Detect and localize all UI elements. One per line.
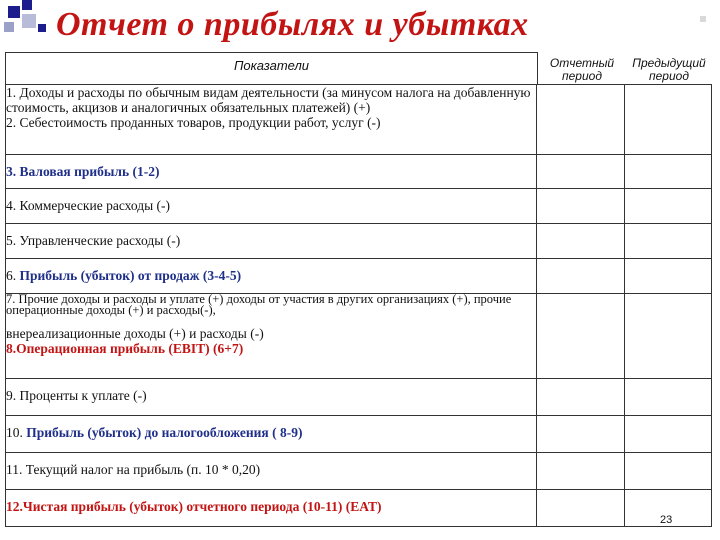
row-10-label bbox=[6, 416, 537, 453]
row-2-text: 2. Себестоимость проданных товаров, продукции работ, услуг (-) bbox=[6, 115, 381, 130]
page-title: Отчет о прибылях и убытках bbox=[56, 6, 529, 43]
table-row bbox=[6, 189, 712, 224]
row-1-previous[interactable] bbox=[625, 85, 712, 155]
table-row bbox=[6, 490, 712, 527]
row-7-current[interactable] bbox=[537, 294, 625, 379]
row-9-label: 9. Проценты к уплате (-) bbox=[6, 379, 537, 416]
row-6-current[interactable] bbox=[537, 259, 625, 294]
row-7-text-cont: внереализационные доходы (+) и расходы (-) bbox=[6, 326, 264, 341]
table-row bbox=[6, 453, 712, 490]
row-9-current[interactable] bbox=[537, 379, 625, 416]
row-1-text: 1. Доходы и расходы по обычным видам деятельности (за минусом налога на добавленную стоимость, акцизов и аналогичных обязательных платежей) (+) bbox=[6, 85, 531, 115]
row-3-label bbox=[6, 155, 537, 189]
row-6-previous[interactable] bbox=[625, 259, 712, 294]
row-6-label bbox=[6, 259, 537, 294]
row-1-2-label bbox=[6, 85, 537, 155]
column-previous-line1: Предыдущий bbox=[632, 56, 706, 70]
row-10-current[interactable] bbox=[537, 416, 625, 453]
row-3-prefix: 3. bbox=[6, 164, 17, 179]
row-7-previous[interactable] bbox=[625, 294, 712, 379]
row-6-prefix: 6. bbox=[6, 268, 17, 283]
table-row bbox=[6, 416, 712, 453]
row-3-text: Валовая прибыль (1-2) bbox=[19, 164, 160, 179]
table-row bbox=[6, 294, 712, 379]
row-10-prefix: 10. bbox=[6, 425, 23, 440]
row-7-text: 7. Прочие доходы и расходы и уплате (+) доходы от участия в других организациях (+), прочие операционные доходы (+) и расходы(-), bbox=[6, 293, 512, 317]
row-11-previous[interactable] bbox=[625, 453, 712, 490]
row-11-label: 11. Текущий налог на прибыль (п. 10 * 0,20) bbox=[6, 453, 537, 490]
row-9-previous[interactable] bbox=[625, 379, 712, 416]
row-3-previous[interactable] bbox=[625, 155, 712, 189]
row-12-label: 12.Чистая прибыль (убыток) отчетного периода (10-11) (EAT) bbox=[6, 490, 537, 527]
table-row bbox=[6, 85, 712, 155]
page-number: 23 bbox=[660, 514, 673, 526]
row-3-current[interactable] bbox=[537, 155, 625, 189]
indicators-header bbox=[5, 52, 538, 85]
table-row bbox=[6, 155, 712, 189]
row-10-previous[interactable] bbox=[625, 416, 712, 453]
row-11-current[interactable] bbox=[537, 453, 625, 490]
row-12-current[interactable] bbox=[537, 490, 625, 527]
table-row bbox=[6, 379, 712, 416]
row-8-text: 8.Операционная прибыль (EBIT) (6+7) bbox=[6, 341, 244, 356]
column-previous-line2: период bbox=[649, 69, 689, 83]
row-1-current[interactable] bbox=[537, 85, 625, 155]
row-5-previous[interactable] bbox=[625, 224, 712, 259]
row-5-current[interactable] bbox=[537, 224, 625, 259]
logo-squares bbox=[0, 0, 52, 44]
column-current-line2: период bbox=[562, 69, 602, 83]
row-4-current[interactable] bbox=[537, 189, 625, 224]
column-previous bbox=[624, 57, 714, 83]
row-5-label: 5. Управленческие расходы (-) bbox=[6, 224, 537, 259]
column-current bbox=[542, 57, 622, 83]
indicators-header-label: Показатели bbox=[233, 58, 310, 73]
row-6-text: Прибыль (убыток) от продаж (3-4-5) bbox=[19, 268, 242, 283]
report-table bbox=[5, 84, 712, 527]
table-row bbox=[6, 224, 712, 259]
column-current-line1: Отчетный bbox=[549, 56, 615, 70]
table-row bbox=[6, 259, 712, 294]
row-4-label: 4. Коммерческие расходы (-) bbox=[6, 189, 537, 224]
row-4-previous[interactable] bbox=[625, 189, 712, 224]
corner-mark bbox=[700, 16, 706, 22]
row-7-8-label bbox=[6, 294, 537, 379]
row-10-text: Прибыль (убыток) до налогообложения ( 8-9) bbox=[26, 425, 303, 440]
